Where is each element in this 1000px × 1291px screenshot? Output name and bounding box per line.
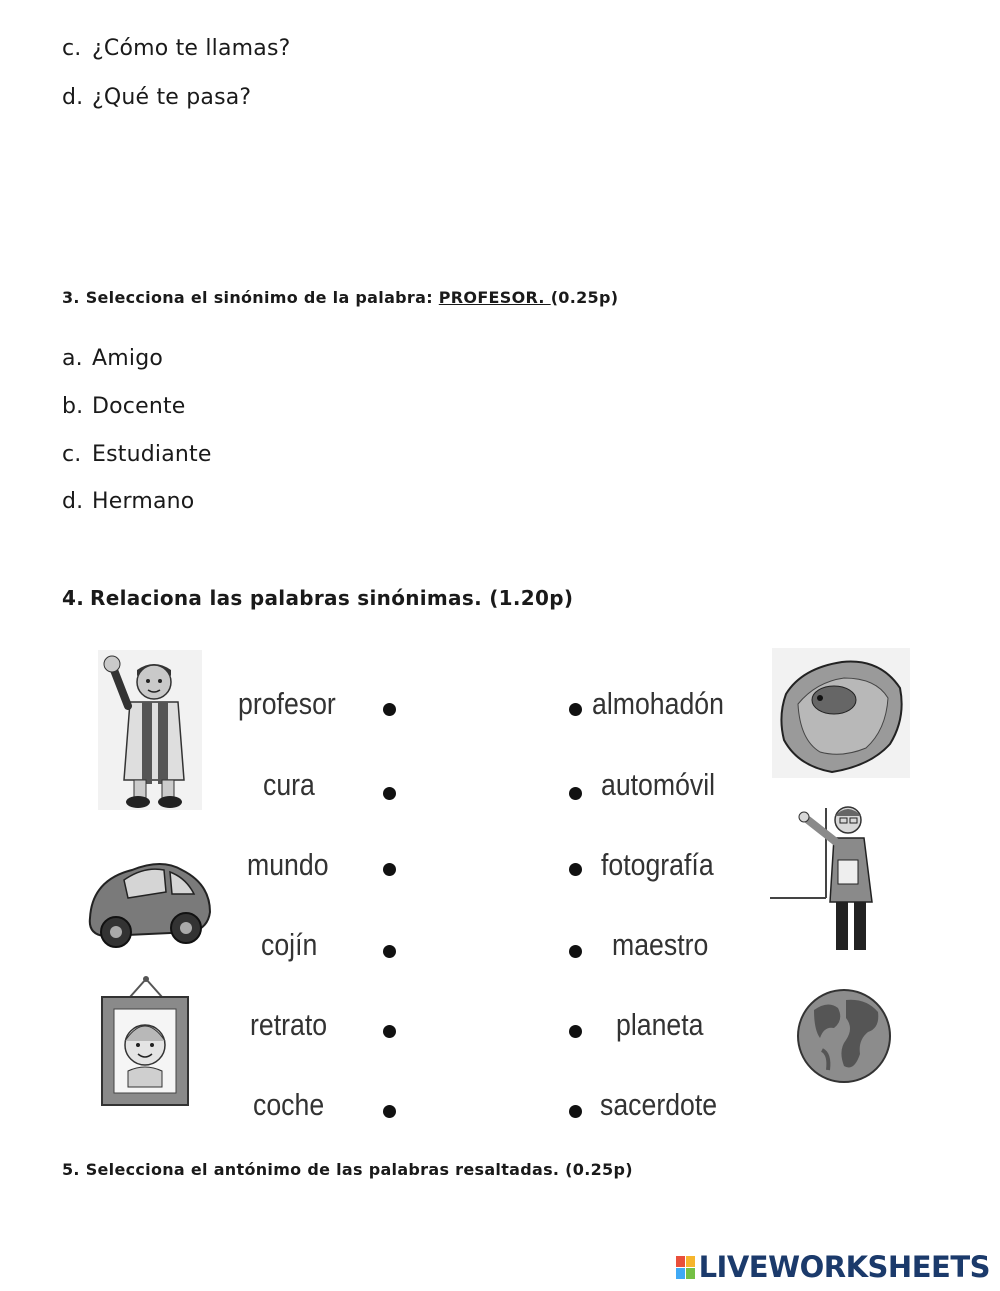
- left-word-4: cojín: [261, 927, 318, 962]
- left-word-5: retrato: [250, 1007, 328, 1042]
- right-match-dot-2[interactable]: [569, 787, 582, 800]
- option-text: ¿Cómo te llamas?: [92, 36, 291, 61]
- q2-option-d[interactable]: [62, 85, 251, 110]
- left-match-dot-4[interactable]: [383, 945, 396, 958]
- q3-points: (0.25p): [550, 288, 619, 307]
- q3-option-a[interactable]: [62, 346, 163, 371]
- left-word-2: cura: [263, 767, 315, 802]
- matching-exercise: [70, 640, 930, 1130]
- option-letter: b.: [62, 394, 84, 419]
- liveworksheets-logo: [676, 1250, 990, 1284]
- option-text: Docente: [92, 394, 186, 419]
- right-word-4: maestro: [612, 927, 709, 962]
- left-word-6: coche: [253, 1087, 325, 1122]
- car-picture: [82, 840, 217, 955]
- left-word-1: profesor: [238, 686, 336, 721]
- q5-title: Selecciona el antónimo de las palabras resaltadas. (0.25p): [85, 1160, 633, 1179]
- left-match-dot-2[interactable]: [383, 787, 396, 800]
- left-match-dot-6[interactable]: [383, 1105, 396, 1118]
- right-word-3: fotografía: [601, 847, 714, 882]
- q3-heading: [62, 288, 618, 307]
- left-match-dot-3[interactable]: [383, 863, 396, 876]
- option-text: Hermano: [92, 489, 195, 514]
- right-match-dot-1[interactable]: [569, 703, 582, 716]
- right-match-dot-3[interactable]: [569, 863, 582, 876]
- q5-heading: [62, 1160, 633, 1179]
- teacher-picture: [768, 798, 880, 958]
- q5-number: 5.: [62, 1160, 80, 1179]
- right-word-2: automóvil: [601, 767, 716, 802]
- q2-option-c[interactable]: [62, 36, 291, 61]
- left-match-dot-1[interactable]: [383, 703, 396, 716]
- priest-picture: [98, 650, 202, 810]
- brand-name: LIVEWORKSHEETS: [698, 1250, 990, 1284]
- q3-option-c[interactable]: [62, 442, 212, 467]
- q3-number: 3.: [62, 288, 80, 307]
- q4-heading: [62, 586, 573, 610]
- option-letter: d.: [62, 85, 84, 110]
- q3-option-b[interactable]: [62, 394, 186, 419]
- option-letter: a.: [62, 346, 83, 371]
- pillow-picture: [772, 648, 910, 778]
- globe-picture: [794, 980, 894, 1092]
- option-text: Amigo: [92, 346, 164, 371]
- option-text: Estudiante: [92, 442, 212, 467]
- q3-keyword: PROFESOR.: [438, 288, 551, 307]
- option-text: ¿Qué te pasa?: [92, 85, 252, 110]
- option-letter: c.: [62, 36, 82, 61]
- right-match-dot-4[interactable]: [569, 945, 582, 958]
- portrait-picture: [100, 975, 192, 1110]
- q4-title: Relaciona las palabras sinónimas. (1.20p): [90, 586, 574, 610]
- right-word-1: almohadón: [592, 686, 724, 721]
- liveworksheets-icon: [676, 1256, 695, 1279]
- left-word-3: mundo: [247, 847, 329, 882]
- option-letter: d.: [62, 489, 84, 514]
- right-word-5: planeta: [616, 1007, 704, 1042]
- right-match-dot-5[interactable]: [569, 1025, 582, 1038]
- q3-option-d[interactable]: [62, 489, 194, 514]
- q4-number: 4.: [62, 586, 85, 610]
- right-match-dot-6[interactable]: [569, 1105, 582, 1118]
- q3-prompt: Selecciona el sinónimo de la palabra:: [85, 288, 439, 307]
- left-match-dot-5[interactable]: [383, 1025, 396, 1038]
- option-letter: c.: [62, 442, 82, 467]
- right-word-6: sacerdote: [600, 1087, 718, 1122]
